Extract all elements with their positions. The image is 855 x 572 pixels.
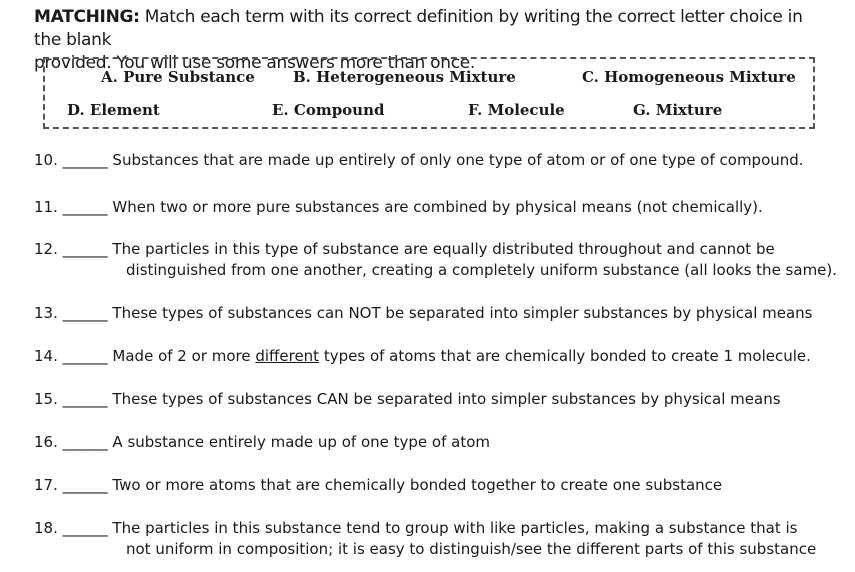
answer-blank[interactable]: ______ (62, 519, 108, 537)
question-text: Two or more atoms that are chemically bonded together to create one substance (112, 476, 723, 494)
answer-blank[interactable]: ______ (62, 304, 108, 322)
answer-blank[interactable]: ______ (62, 198, 108, 216)
instructions-line1: Match each term with its correct definition by writing the correct letter choice in the blank (34, 7, 803, 50)
question-12 (34, 239, 838, 279)
question-14 (34, 346, 811, 367)
matching-label: MATCHING: (34, 7, 140, 27)
answer-blank[interactable]: ______ (62, 240, 108, 258)
question-text-continued: not uniform in composition; it is easy to distinguish/see the different parts of this substance (126, 540, 817, 558)
question-number: 14. (34, 347, 58, 365)
question-text: These types of substances CAN be separated into simpler substances by physical means (112, 390, 781, 408)
word-bank-option-d: D. Element (67, 101, 160, 119)
question-number: 11. (34, 198, 58, 216)
word-bank-option-g: G. Mixture (633, 101, 723, 119)
question-16 (34, 432, 490, 453)
question-number: 16. (34, 433, 58, 451)
question-number: 18. (34, 519, 58, 537)
answer-blank[interactable]: ______ (62, 476, 108, 494)
word-bank-option-a: A. Pure Substance (101, 68, 255, 86)
underlined-word: different (255, 347, 320, 365)
question-15 (34, 389, 781, 410)
answer-blank[interactable]: ______ (62, 347, 108, 365)
question-text (112, 347, 811, 365)
question-text-continued: distinguished from one another, creating a completely uniform substance (all looks the same). (126, 261, 838, 279)
question-text-before: Made of 2 or more (112, 347, 256, 365)
word-bank (43, 57, 815, 129)
question-text: When two or more pure substances are combined by physical means (not chemically). (112, 198, 763, 216)
question-10 (34, 150, 804, 171)
question-text: A substance entirely made up of one type of atom (112, 433, 490, 451)
question-13 (34, 303, 812, 324)
answer-blank[interactable]: ______ (62, 390, 108, 408)
question-number: 10. (34, 151, 58, 169)
question-number: 15. (34, 390, 58, 408)
question-text: The particles in this type of substance are equally distributed throughout and cannot be (112, 240, 775, 258)
question-number: 13. (34, 304, 58, 322)
question-text-after: types of atoms that are chemically bonded to create 1 molecule. (319, 347, 811, 365)
question-text: Substances that are made up entirely of only one type of atom or of one type of compound. (112, 151, 804, 169)
question-text: These types of substances can NOT be separated into simpler substances by physical means (112, 304, 813, 322)
question-text: The particles in this substance tend to group with like particles, making a substance that is (112, 519, 798, 537)
word-bank-option-e: E. Compound (272, 101, 385, 119)
word-bank-option-c: C. Homogeneous Mixture (582, 68, 796, 86)
question-number: 12. (34, 240, 58, 258)
word-bank-option-b: B. Heterogeneous Mixture (293, 68, 516, 86)
question-18 (34, 518, 817, 558)
instructions-line2: provided. You will use some answers more than once. (34, 53, 476, 73)
question-number: 17. (34, 476, 58, 494)
answer-blank[interactable]: ______ (62, 433, 108, 451)
word-bank-option-f: F. Molecule (468, 101, 565, 119)
answer-blank[interactable]: ______ (62, 151, 108, 169)
question-17 (34, 475, 722, 496)
question-11 (34, 197, 763, 218)
